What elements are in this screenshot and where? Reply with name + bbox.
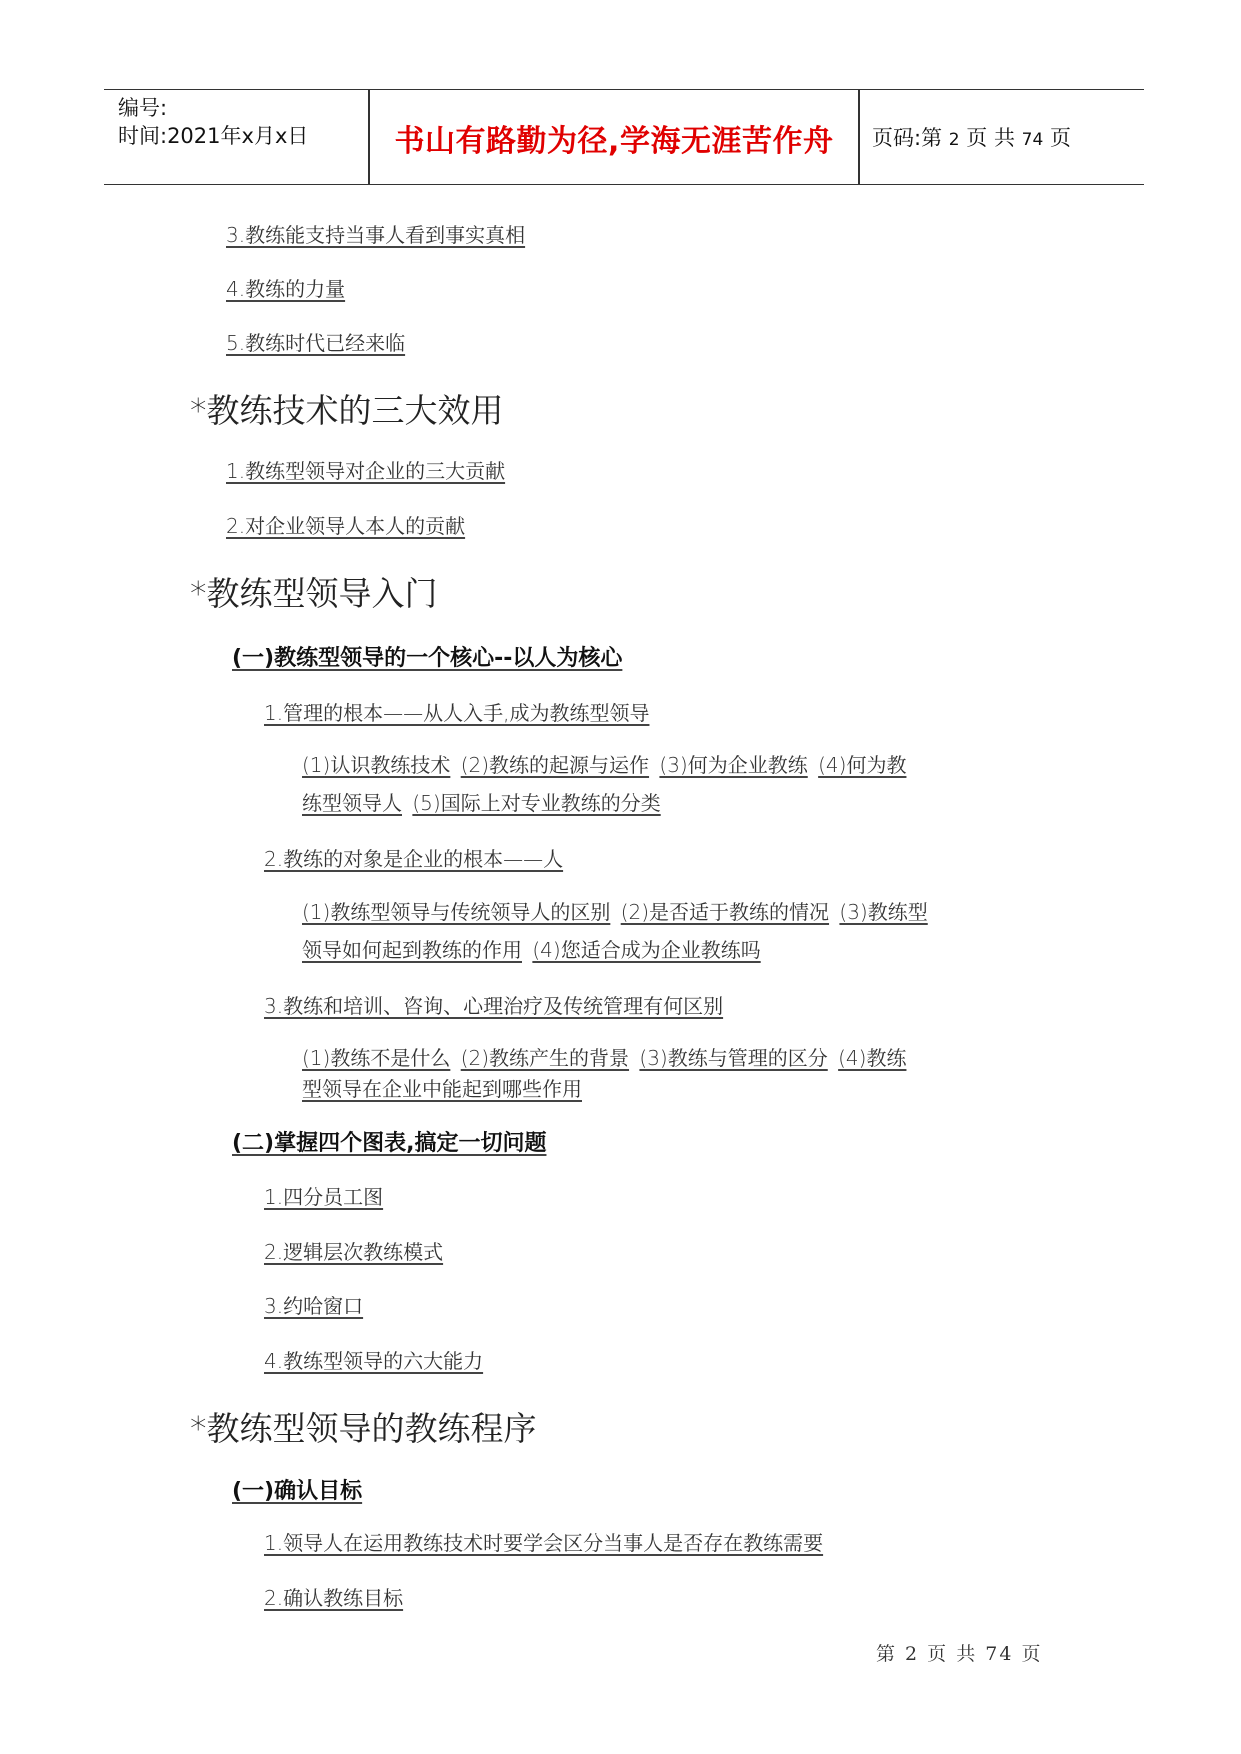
toc-subitems — [302, 893, 932, 931]
toc-subitems — [302, 784, 665, 822]
toc-item[interactable]: 1.管理的根本——从人入手,成为教练型领导 — [264, 701, 650, 725]
toc-item[interactable]: 2.对企业领导人本人的贡献 — [226, 514, 466, 538]
toc-subitems — [302, 746, 910, 784]
toc-subitem[interactable]: 型领导在企业中能起到哪些作用 — [302, 1077, 582, 1101]
header-meta — [118, 94, 308, 150]
toc-subitem[interactable]: (1)教练型领导与传统领导人的区别 — [302, 900, 611, 924]
toc-item[interactable]: 3.约哈窗口 — [264, 1294, 364, 1318]
time-label: 时间:2021年x月x日 — [118, 124, 309, 148]
toc-subitem[interactable]: (2)教练产生的背景 — [460, 1046, 630, 1070]
page-header — [104, 89, 1144, 185]
toc-subitem[interactable]: (5)国际上对专业教练的分类 — [412, 791, 661, 815]
header-divider — [858, 90, 860, 184]
toc-item[interactable]: 1.四分员工图 — [264, 1185, 384, 1209]
toc-item[interactable]: 2.逻辑层次教练模式 — [264, 1240, 444, 1264]
page-mid: 页 共 — [966, 126, 1015, 150]
toc-subitem[interactable]: (4)何为教 — [818, 753, 907, 777]
toc-item[interactable]: 5.教练时代已经来临 — [226, 331, 406, 355]
section-heading: *教练技术的三大效用 — [190, 391, 504, 430]
toc-subitem[interactable]: (3)何为企业教练 — [659, 753, 808, 777]
page-total: 74 — [1021, 130, 1044, 150]
toc-item[interactable]: 3.教练能支持当事人看到事实真相 — [226, 223, 526, 247]
toc-subitem[interactable]: (4)教练 — [838, 1046, 907, 1070]
toc-item[interactable]: 4.教练的力量 — [226, 277, 346, 301]
page-footer: 第 2 页 共 74 页 — [876, 1643, 1043, 1665]
toc-subitem[interactable]: (1)教练不是什么 — [302, 1046, 451, 1070]
number-label: 编号: — [118, 96, 168, 120]
toc-subitem[interactable]: 练型领导人 — [302, 791, 402, 815]
toc-subitem[interactable]: (3)教练与管理的区分 — [639, 1046, 828, 1070]
toc-subitem[interactable]: 领导如何起到教练的作用 — [302, 938, 522, 962]
toc-item[interactable]: 2.确认教练目标 — [264, 1586, 404, 1610]
toc-subitem[interactable]: (2)是否适于教练的情况 — [620, 900, 830, 924]
page-label: 页码:第 — [872, 126, 943, 150]
page-number: 2 — [948, 130, 960, 150]
subsection-heading[interactable]: (一)确认目标 — [232, 1479, 363, 1504]
toc-subitem[interactable]: (4)您适合成为企业教练吗 — [532, 938, 761, 962]
subsection-heading[interactable]: (一)教练型领导的一个核心--以人为核心 — [232, 646, 623, 671]
toc-item[interactable]: 1.教练型领导对企业的三大贡献 — [226, 459, 506, 483]
toc-subitem[interactable]: (1)认识教练技术 — [302, 753, 451, 777]
page-end: 页 — [1049, 126, 1071, 150]
toc-item[interactable]: 3.教练和培训、咨询、心理治疗及传统管理有何区别 — [264, 994, 724, 1018]
toc-subitems — [302, 931, 765, 969]
section-heading: *教练型领导入门 — [190, 574, 438, 613]
subsection-heading[interactable]: (二)掌握四个图表,搞定一切问题 — [232, 1131, 547, 1156]
header-motto: 书山有路勤为径,学海无涯苦作舟 — [394, 124, 834, 159]
header-page-info — [872, 122, 1071, 152]
toc-subitem[interactable]: (2)教练的起源与运作 — [460, 753, 650, 777]
section-heading: *教练型领导的教练程序 — [190, 1409, 537, 1448]
toc-item[interactable]: 4.教练型领导的六大能力 — [264, 1349, 484, 1373]
toc-item[interactable]: 2.教练的对象是企业的根本——人 — [264, 847, 564, 871]
toc-subitems — [302, 1070, 586, 1108]
toc-item[interactable]: 1.领导人在运用教练技术时要学会区分当事人是否存在教练需要 — [264, 1531, 824, 1555]
toc-subitem[interactable]: (3)教练型 — [839, 900, 928, 924]
